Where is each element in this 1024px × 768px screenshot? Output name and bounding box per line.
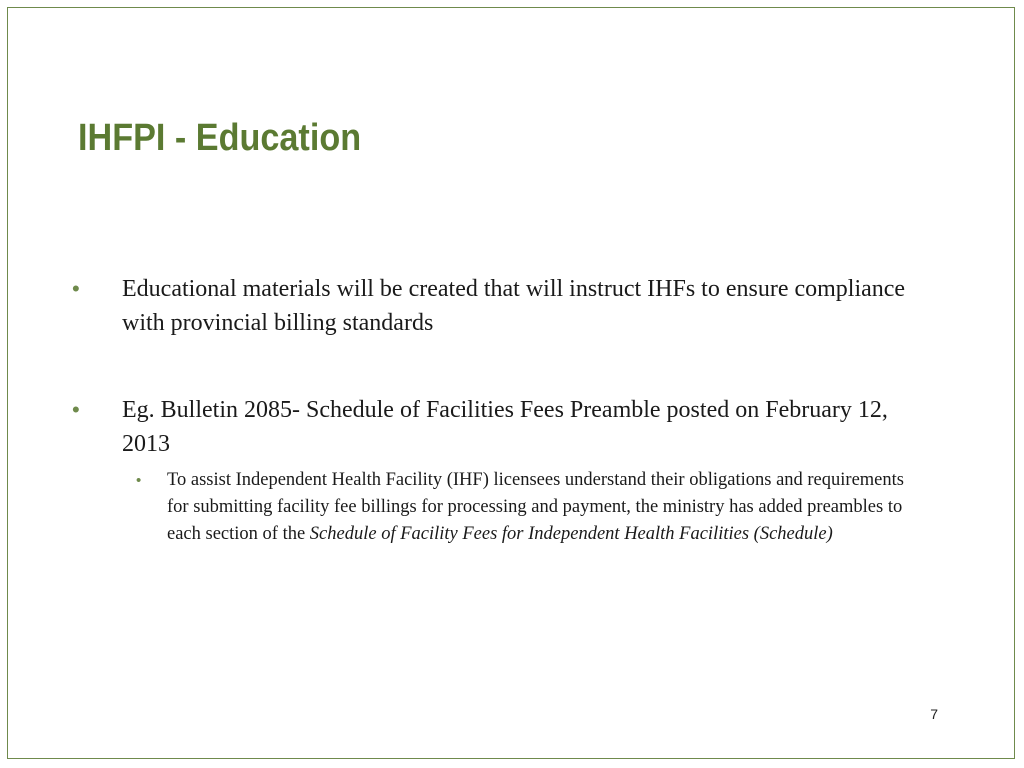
sub-bullet-item-1 — [136, 467, 926, 548]
bullet-marker-icon: • — [72, 276, 80, 301]
bullet-text-1: Educational materials will be created that will instruct IHFs to ensure compliance with provincial billing standards — [122, 276, 906, 336]
bullet-marker-icon: • — [72, 397, 80, 422]
schedule-title-italic: Schedule of Facility Fees for Independent Health Facilities (Schedule) — [309, 524, 833, 544]
bullet-item-1 — [72, 272, 932, 340]
slide-title: IHFPI - Education — [78, 117, 362, 159]
page-number: 7 — [930, 706, 938, 722]
sub-bullet-text-plain: To assist Independent Health Facility (IHF) licensees understand their obligations and requirements for submitting facility fee billings for processing and payment, the ministry has added preambles to each section of the — [167, 470, 904, 544]
bullet-item-2 — [72, 393, 932, 461]
sub-bullet-marker-icon: • — [136, 472, 142, 489]
bullet-text-2: Eg. Bulletin 2085- Schedule of Facilities Fees Preamble posted on February 12, 2013 — [122, 397, 888, 457]
sub-bullet-text-1 — [167, 467, 922, 548]
